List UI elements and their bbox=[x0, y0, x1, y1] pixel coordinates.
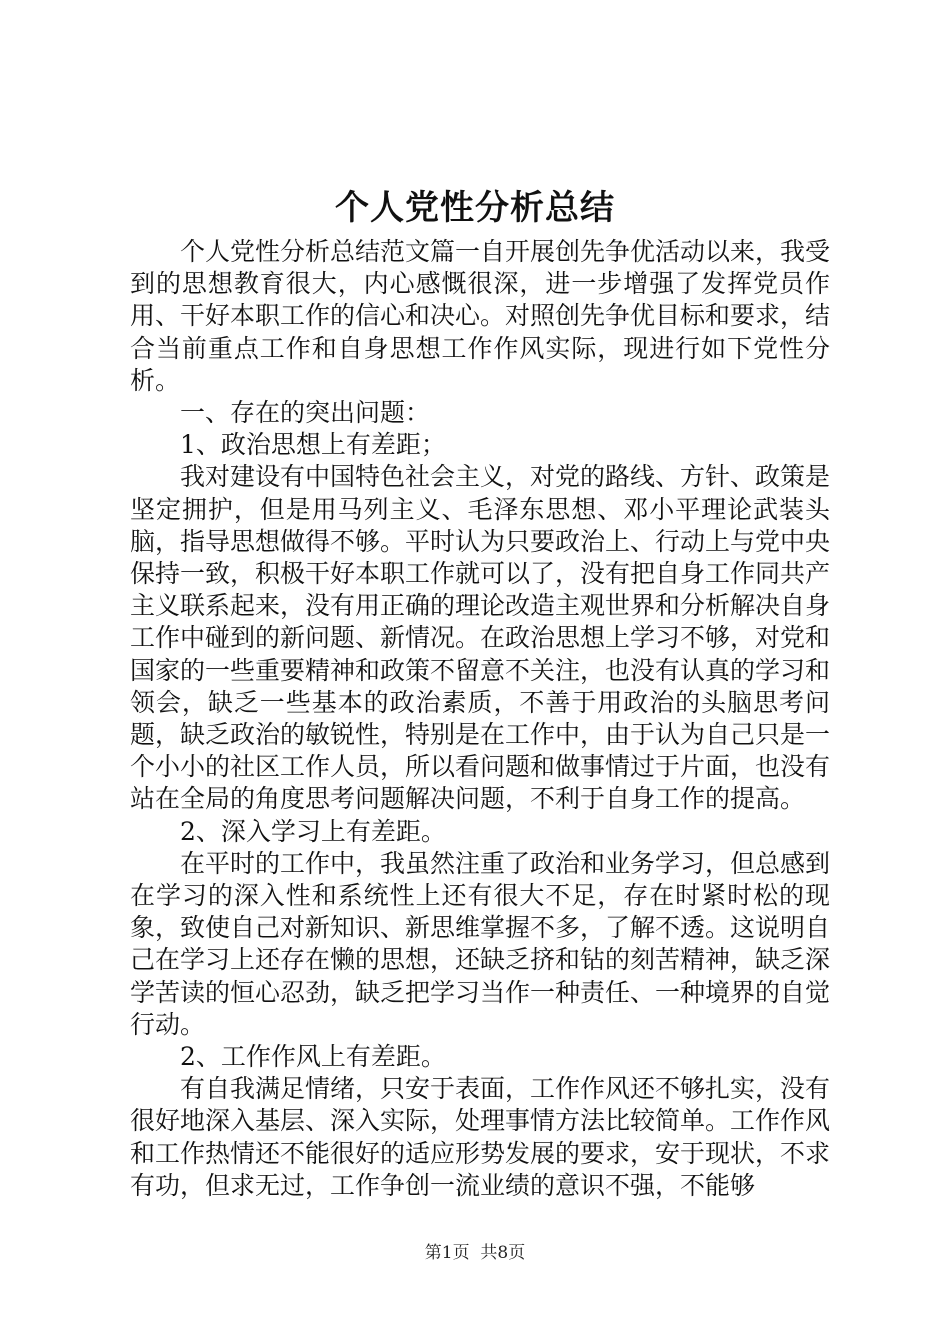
paragraph-political-thought: 我对建设有中国特色社会主义，对党的路线、方针、政策是坚定拥护，但是用马列主义、毛泽东思想、邓小平理论武装头脑，指导思想做得不够。平时认为只要政治上、行动上与党中央保持一致，积极干好本职工作就可以了，没有把自身工作同共产主义联系起来，没有用正确的理论改造主观世界和分析解决自身工作中碰到的新问题、新情况。在政治思想上学习不够，对党和国家的一些重要精神和政策不留意不关注，也没有认真的学习和领会，缺乏一些基本的政治素质，不善于用政治的头脑思考问题，缺乏政治的敏锐性，特别是在工作中，由于认为自己只是一个小小的社区工作人员，所以看问题和做事情过于片面，也没有站在全局的角度思考问题解决问题，不利于自身工作的提高。 bbox=[130, 462, 831, 814]
subheading-deep-study: 2、深入学习上有差距。 bbox=[180, 816, 446, 846]
document-body bbox=[130, 236, 830, 1202]
subheading-political-thought: 1、政治思想上有差距； bbox=[180, 430, 446, 460]
page-footer: 第1页 共8页 bbox=[424, 1243, 526, 1263]
section-heading-problems: 一、存在的突出问题： bbox=[180, 398, 431, 428]
paragraph-work-style: 有自我满足情绪，只安于表面，工作作风还不够扎实，没有很好地深入基层、深入实际，处理事情方法比较简单。工作作风和工作热情还不能很好的适应形势发展的要求，安于现状，不求有功，但求无过，工作争创一流业绩的意识不强，不能够 bbox=[130, 1074, 831, 1200]
subheading-work-style: 2、工作作风上有差距。 bbox=[180, 1042, 446, 1072]
document-title: 个人党性分析总结 bbox=[335, 188, 615, 228]
paragraph-deep-study: 在平时的工作中，我虽然注重了政治和业务学习，但总感到在学习的深入性和系统性上还有很大不足，存在时紧时松的现象，致使自己对新知识、新思维掌握不多，了解不透。这说明自己在学习上还存在懒的思想，还缺乏挤和钻的刻苦精神，缺乏深学苦读的恒心忍劲，缺乏把学习当作一种责任、一种境界的自觉行动。 bbox=[130, 848, 831, 1039]
paragraph-intro: 个人党性分析总结范文篇一自开展创先争优活动以来，我受到的思想教育很大，内心感慨很深，进一步增强了发挥党员作用、干好本职工作的信心和决心。对照创先争优目标和要求，结合当前重点工作和自身思想工作作风实际，现进行如下党性分析。 bbox=[130, 237, 831, 395]
